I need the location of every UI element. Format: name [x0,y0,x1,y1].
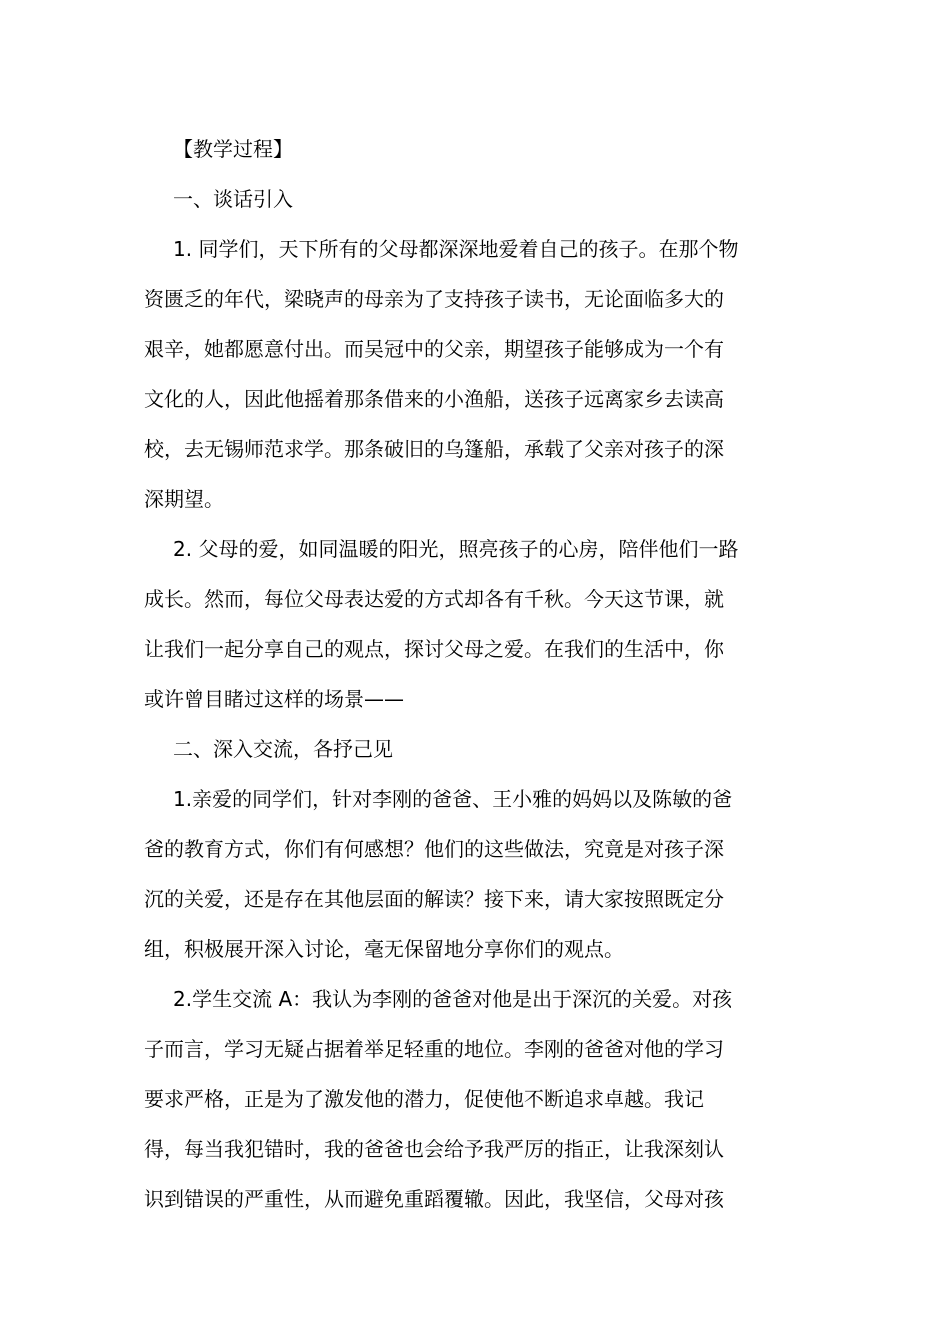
document-page [144,124,808,1224]
paragraph-line: 1. 同学们，天下所有的父母都深深地爱着自己的孩子。在那个物 [173,237,739,261]
paragraph-line: 2.学生交流 A：我认为李刚的爸爸对他是出于深沉的关爱。对孩 [173,987,733,1011]
paragraph-line: 深期望。 [144,487,224,511]
paragraph-line: 让我们一起分享自己的观点，探讨父母之爱。在我们的生活中，你 [144,637,724,661]
paragraph-line: 文化的人，因此他摇着那条借来的小渔船，送孩子远离家乡去读高 [144,387,724,411]
paragraph-line: 或许曾目睹过这样的场景—— [144,687,404,711]
section-heading: 一、谈话引入 [173,187,293,211]
paragraph-line: 识到错误的严重性，从而避免重蹈覆辙。因此，我坚信，父母对孩 [144,1187,724,1211]
paragraph-line: 成长。然而，每位父母表达爱的方式却各有千秋。今天这节课，就 [144,587,724,611]
paragraph-line: 1.亲爱的同学们，针对李刚的爸爸、王小雅的妈妈以及陈敏的爸 [173,787,733,811]
paragraph-line: 爸的教育方式，你们有何感想？他们的这些做法，究竟是对孩子深 [144,837,724,861]
paragraph-line: 要求严格，正是为了激发他的潜力，促使他不断追求卓越。我记 [144,1087,704,1111]
paragraph-line: 2. 父母的爱，如同温暖的阳光，照亮孩子的心房，陪伴他们一路 [173,537,739,561]
paragraph-line: 艰辛，她都愿意付出。而吴冠中的父亲，期望孩子能够成为一个有 [144,337,724,361]
section-heading: 二、深入交流，各抒己见 [173,737,393,761]
paragraph-line: 资匮乏的年代，梁晓声的母亲为了支持孩子读书，无论面临多大的 [144,287,724,311]
paragraph-line: 组，积极展开深入讨论，毫无保留地分享你们的观点。 [144,937,624,961]
paragraph-line: 沉的关爱，还是存在其他层面的解读？接下来，请大家按照既定分 [144,887,724,911]
paragraph-line: 校，去无锡师范求学。那条破旧的乌篷船，承载了父亲对孩子的深 [144,437,724,461]
paragraph-line: 子而言，学习无疑占据着举足轻重的地位。李刚的爸爸对他的学习 [144,1037,724,1061]
section-heading: 【教学过程】 [173,137,293,161]
paragraph-line: 得，每当我犯错时，我的爸爸也会给予我严厉的指正，让我深刻认 [144,1137,724,1161]
